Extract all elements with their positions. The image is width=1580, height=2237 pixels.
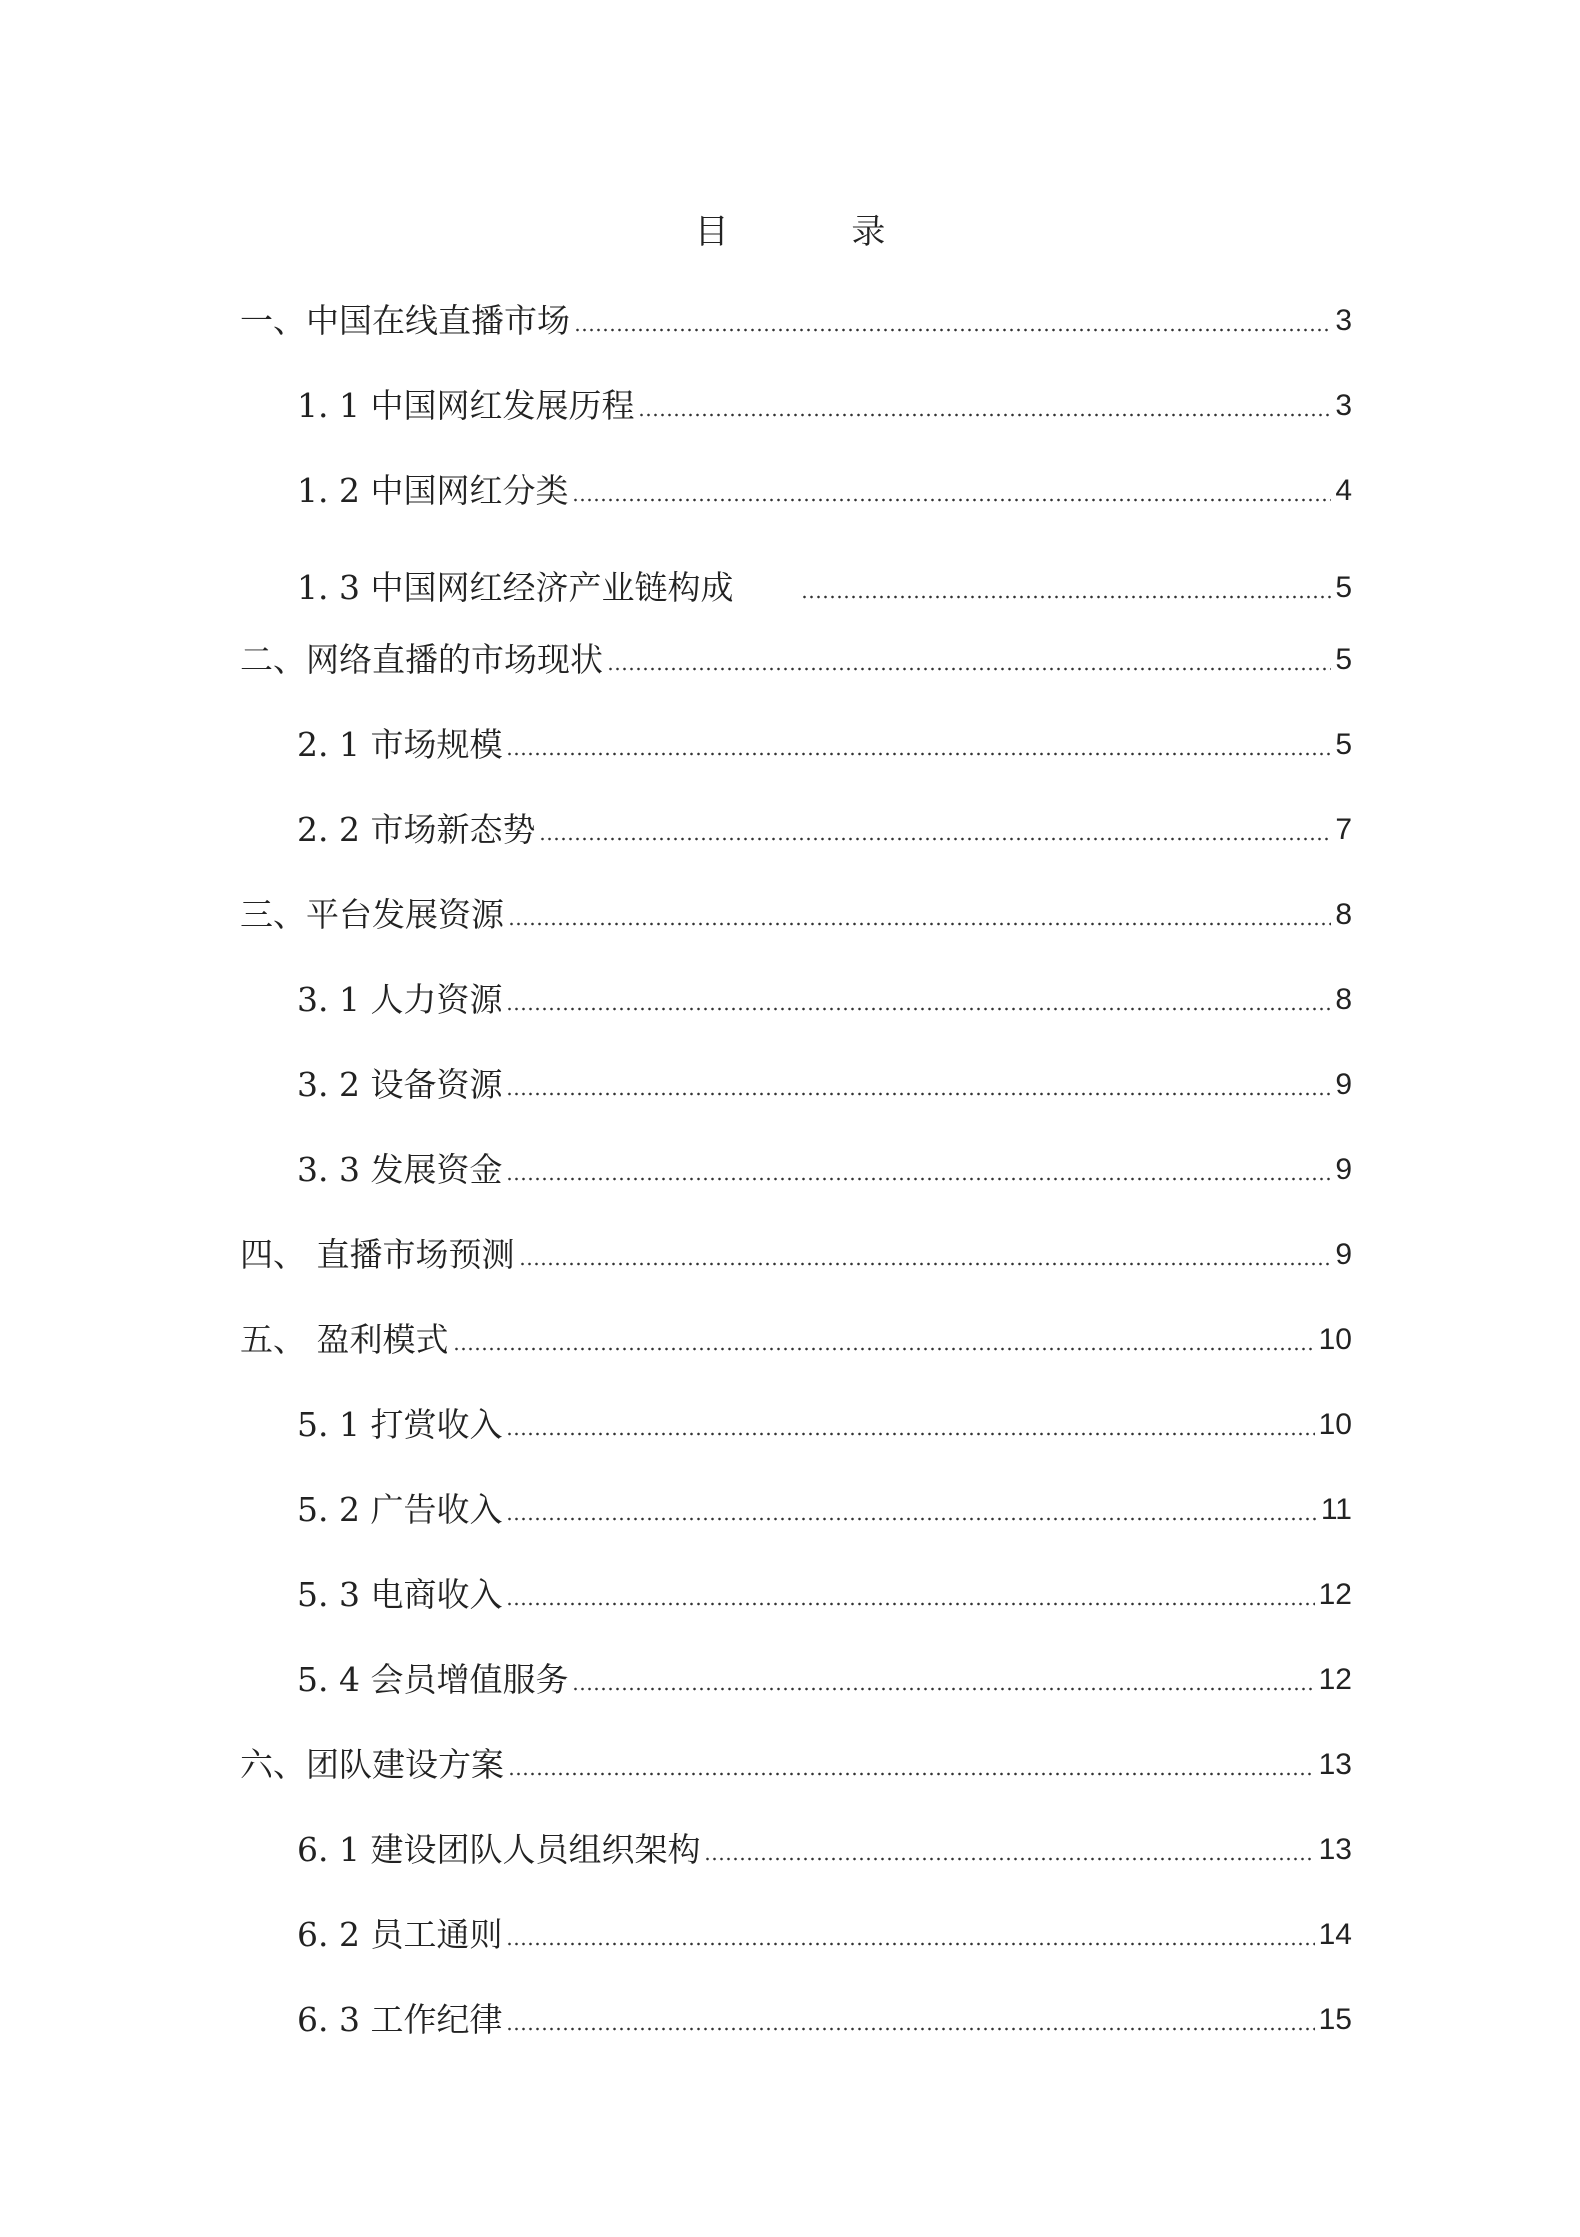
toc-page-number: 10	[1318, 1408, 1352, 1441]
toc-entry[interactable]	[240, 1318, 1352, 1362]
toc-entry[interactable]	[297, 723, 1352, 767]
toc-entry-label: 六、团队建设方案	[240, 1745, 504, 1784]
toc-leader-dots	[519, 1261, 1332, 1267]
toc-entry[interactable]	[297, 384, 1352, 428]
toc-page-number: 5	[1335, 571, 1352, 604]
toc-leader-dots	[801, 594, 1331, 600]
toc-entry-label: 1. 1 中国网红发展历程	[297, 386, 635, 425]
toc-page-number: 11	[1320, 1493, 1352, 1526]
toc-page-number: 3	[1335, 389, 1352, 422]
toc-entry[interactable]	[297, 1913, 1352, 1957]
toc-leader-dots	[506, 1431, 1314, 1437]
toc-leader-dots	[506, 1176, 1331, 1182]
toc-entry-label: 6. 1 建设团队人员组织架构	[297, 1830, 701, 1869]
toc-entry[interactable]	[297, 978, 1352, 1022]
toc-entry[interactable]	[297, 1148, 1352, 1192]
toc-entry-label: 二、网络直播的市场现状	[240, 640, 603, 679]
toc-leader-dots	[607, 666, 1331, 672]
toc-leader-dots	[506, 2026, 1314, 2032]
toc-entry-label: 四、 直播市场预测	[240, 1235, 515, 1274]
toc-leader-dots	[453, 1346, 1315, 1352]
toc-page-number: 14	[1318, 1918, 1352, 1951]
toc-leader-dots	[574, 327, 1331, 333]
toc-leader-dots	[572, 1686, 1314, 1692]
toc-entry[interactable]	[297, 1063, 1352, 1107]
toc-page-number: 10	[1318, 1323, 1352, 1356]
toc-page-number: 12	[1318, 1663, 1352, 1696]
toc-page-number: 3	[1335, 304, 1352, 337]
toc-leader-dots	[508, 1771, 1315, 1777]
toc-page-number: 7	[1335, 813, 1352, 846]
toc-page-number: 4	[1335, 474, 1352, 507]
toc-leader-dots	[506, 1941, 1314, 1947]
toc-entry-label: 5. 3 电商收入	[297, 1575, 503, 1614]
toc-entry-label: 三、平台发展资源	[240, 895, 504, 934]
page-title: 目 录	[694, 212, 942, 252]
toc-entry[interactable]	[297, 1573, 1352, 1617]
toc-entry-label: 3. 1 人力资源	[297, 980, 503, 1019]
toc-entry[interactable]	[297, 808, 1352, 852]
toc-entry[interactable]	[240, 1233, 1352, 1277]
toc-entry-label: 5. 1 打赏收入	[297, 1405, 503, 1444]
toc-entry-label: 1. 2 中国网红分类	[297, 471, 569, 510]
toc-leader-dots	[506, 1601, 1314, 1607]
toc-leader-dots	[508, 921, 1331, 927]
toc-page-number: 12	[1318, 1578, 1352, 1611]
toc-entry[interactable]	[240, 299, 1352, 343]
toc-page-number: 9	[1335, 1153, 1352, 1186]
toc-entry-label: 2. 2 市场新态势	[297, 810, 536, 849]
toc-entry[interactable]	[297, 1828, 1352, 1872]
toc-entry-label: 6. 3 工作纪律	[297, 2000, 503, 2039]
toc-entry[interactable]	[240, 893, 1352, 937]
toc-leader-dots	[539, 836, 1331, 842]
toc-page-number: 15	[1318, 2003, 1352, 2036]
toc-entry-label: 3. 2 设备资源	[297, 1065, 503, 1104]
toc-entry-label: 5. 2 广告收入	[297, 1490, 503, 1529]
toc-entry-label: 3. 3 发展资金	[297, 1150, 503, 1189]
toc-page-number: 9	[1335, 1068, 1352, 1101]
toc-leader-dots	[572, 497, 1331, 503]
toc-leader-dots	[638, 412, 1331, 418]
toc-entry-label: 一、中国在线直播市场	[240, 301, 570, 340]
toc-entry[interactable]	[297, 1658, 1352, 1702]
toc-page-number: 8	[1335, 983, 1352, 1016]
toc-entry-label: 2. 1 市场规模	[297, 725, 503, 764]
toc-leader-dots	[506, 751, 1331, 757]
toc-page-number: 9	[1335, 1238, 1352, 1271]
toc-page-number: 13	[1318, 1833, 1352, 1866]
toc-entry[interactable]	[297, 469, 1352, 513]
toc-entry[interactable]	[297, 1488, 1352, 1532]
toc-page-number: 5	[1335, 728, 1352, 761]
toc-entry-label: 五、 盈利模式	[240, 1320, 449, 1359]
toc-page-number: 8	[1335, 898, 1352, 931]
toc-leader-dots	[506, 1091, 1331, 1097]
toc-leader-dots	[506, 1006, 1331, 1012]
toc-entry-label: 1. 3 中国网红经济产业链构成	[297, 568, 734, 607]
toc-page-number: 13	[1318, 1748, 1352, 1781]
toc-entry-label: 6. 2 员工通则	[297, 1915, 503, 1954]
toc-entry[interactable]	[297, 1998, 1352, 2042]
toc-leader-dots	[704, 1856, 1314, 1862]
toc-entry[interactable]	[240, 638, 1352, 682]
toc-entry[interactable]	[240, 1743, 1352, 1787]
toc-page-number: 5	[1335, 643, 1352, 676]
toc-entry[interactable]	[297, 566, 1352, 610]
toc-leader-dots	[506, 1516, 1316, 1522]
toc-entry-label: 5. 4 会员增值服务	[297, 1660, 569, 1699]
toc-entry[interactable]	[297, 1403, 1352, 1447]
